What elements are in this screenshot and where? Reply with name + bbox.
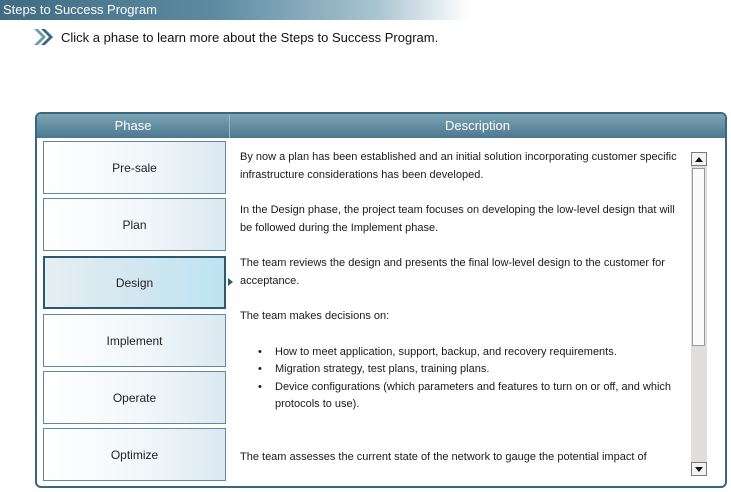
scroll-thumb[interactable] — [692, 168, 705, 346]
selected-pointer-icon — [228, 278, 233, 286]
design-paragraph: The team reviews the design and presents the final low-level design to the customer for acceptance. — [240, 257, 665, 287]
decisions-intro: The team makes decisions on: — [240, 310, 390, 322]
phase-button-implement[interactable]: Implement — [43, 314, 226, 367]
phase-button-pre-sale[interactable]: Pre-sale — [43, 141, 226, 194]
description-content — [240, 149, 685, 469]
presale-paragraph: By now a plan has been established and an initial solution incorporating customer specific infrastructure considerations has been developed. — [240, 151, 677, 181]
double-chevron-right-icon — [32, 27, 54, 47]
list-item: • How to meet application, support, backup, and recovery requirements. — [240, 344, 685, 362]
arrow-up-icon — [695, 157, 703, 162]
table-header — [37, 114, 725, 138]
description-column-header: Description — [444, 118, 511, 133]
instruction-text: Click a phase to learn more about the Steps to Success Program. — [61, 29, 439, 45]
list-item: • Migration strategy, test plans, training plans. — [240, 361, 685, 379]
phase-button-optimize[interactable]: Optimize — [43, 428, 226, 481]
decisions-list — [240, 344, 685, 414]
phase-column-header: Phase — [37, 114, 230, 138]
instruction — [32, 27, 438, 47]
phase-button-design[interactable]: Design — [43, 256, 226, 309]
phase-panel — [35, 112, 727, 488]
phase-button-plan[interactable]: Plan — [43, 198, 226, 251]
arrow-down-icon — [695, 467, 703, 472]
scroll-down-button[interactable] — [691, 462, 707, 476]
scroll-up-button[interactable] — [691, 152, 707, 166]
optimize-paragraph: The team assesses the current state of the network to gauge the potential impact of — [240, 450, 647, 463]
plan-paragraph: In the Design phase, the project team focuses on developing the low-level design that will be followed during the Implement phase. — [240, 204, 675, 234]
list-item: • Device configurations (which parameters and features to turn on or off, and which protocols to use). — [240, 379, 685, 414]
window-title: Steps to Success Program — [0, 0, 470, 20]
vertical-scrollbar[interactable] — [691, 152, 707, 476]
phase-button-operate[interactable]: Operate — [43, 371, 226, 424]
